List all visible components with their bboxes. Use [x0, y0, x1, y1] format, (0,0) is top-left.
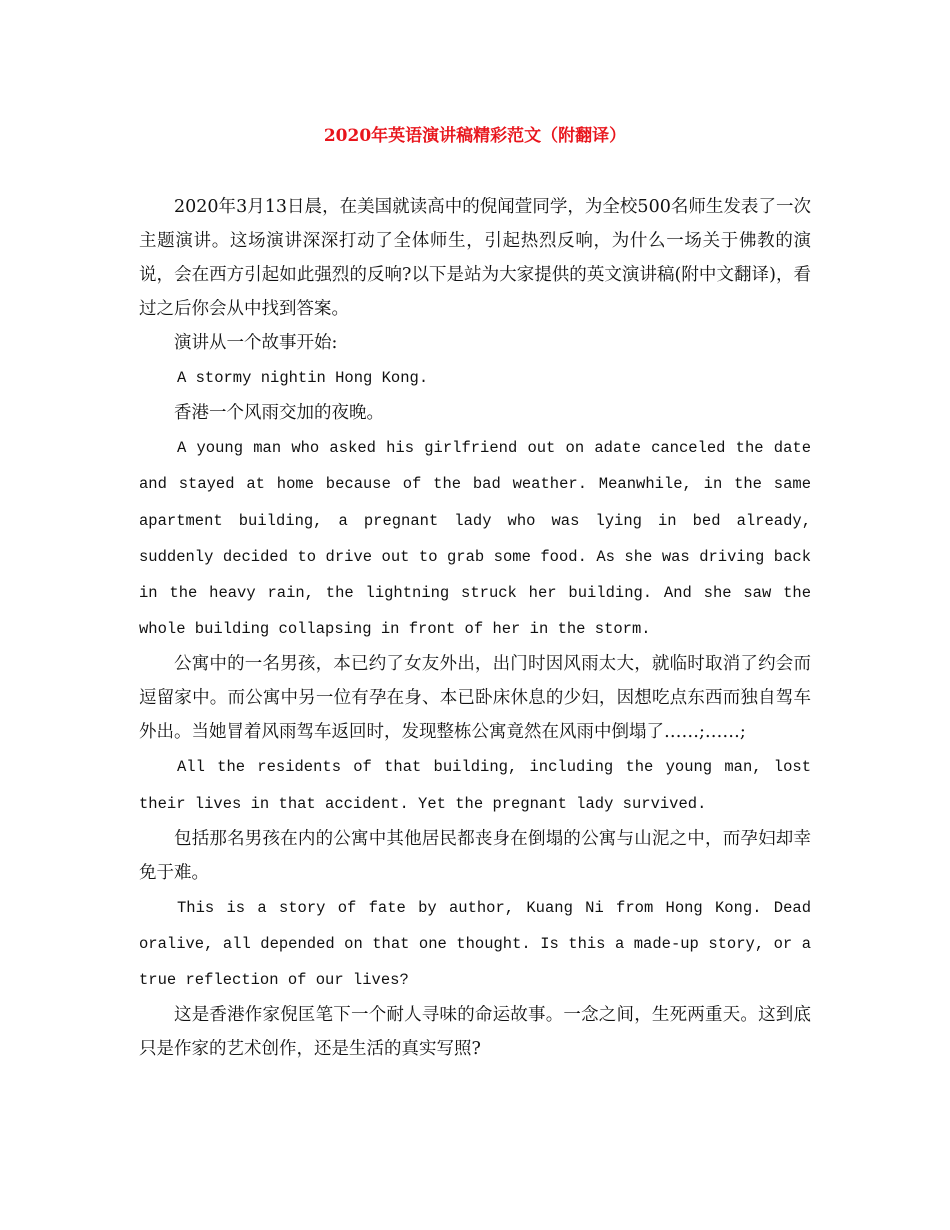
paragraph-en-residents: All the residents of that building, including the young man, lost their lives in that accident. Yet the pregnant lady survived. — [139, 758, 811, 813]
paragraph-story-start: 演讲从一个故事开始: — [174, 333, 338, 353]
paragraph-zh-residents: 包括那名男孩在内的公寓中其他居民都丧身在倒塌的公寓与山泥之中，而孕妇却幸免于难。 — [139, 828, 811, 883]
paragraph-zh-fate-story: 这是香港作家倪匡笔下一个耐人寻味的命运故事。一念之间，生死两重天。这到底只是作家的艺术创作，还是生活的真实写照? — [139, 1005, 811, 1060]
document-body — [139, 190, 811, 1066]
paragraph-en-stormy-night: A stormy nightin Hong Kong. — [177, 369, 429, 387]
paragraph-zh-young-man: 公寓中的一名男孩，本已约了女友外出，出门时因风雨太大，就临时取消了约会而逗留家中。而公寓中另一位有孕在身、本已卧床休息的少妇，因想吃点东西而独自驾车外出。当她冒着风雨驾车返回时，发现整栋公寓竟然在风雨中倒塌了……;……; — [139, 654, 811, 743]
paragraph-intro: 2020年3月13日晨，在美国就读高中的倪闻萱同学，为全校500名师生发表了一次主题演讲。这场演讲深深打动了全体师生，引起热烈反响，为什么一场关于佛教的演说，会在西方引起如此强烈的反响?以下是站为大家提供的英文演讲稿(附中文翻译)，看过之后你会从中找到答案。 — [139, 197, 811, 319]
paragraph-en-fate-story: This is a story of fate by author, Kuang Ni from Hong Kong. Dead oralive, all depended on that one thought. Is this a made-up story, or a true reflection of our lives? — [139, 898, 811, 990]
document-title: 2020年英语演讲稿精彩范文（附翻译） — [323, 126, 627, 146]
paragraph-zh-stormy-night: 香港一个风雨交加的夜晚。 — [174, 403, 384, 424]
paragraph-en-young-man: A young man who asked his girlfriend out on adate canceled the date and stayed at home because of the bad weather. Meanwhile, in the same apartment building, a pregnant lady who was lying in bed already, suddenly decided to drive out to grab some food. As she was driving back in the heavy rain, the lightning struck her building. And she saw the whole building collapsing in front of her in the storm. — [139, 439, 811, 639]
